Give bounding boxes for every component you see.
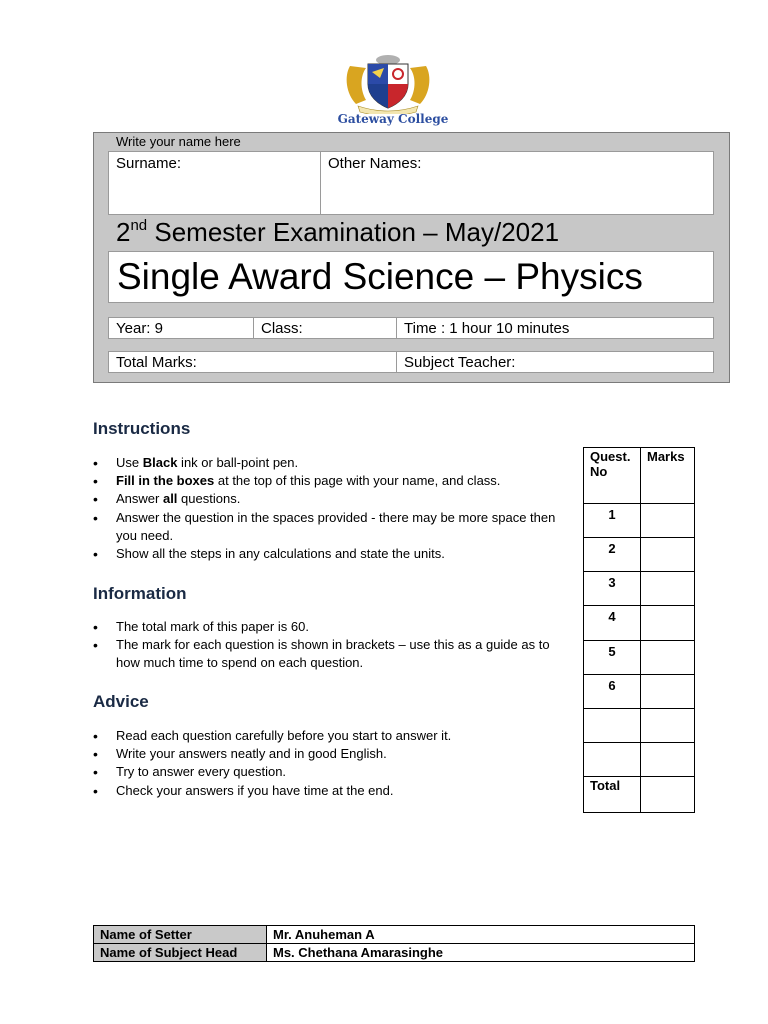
question-number	[584, 743, 641, 777]
marks-header: Marks	[641, 448, 695, 504]
instruction-item: • Show all the steps in any calculations and state the units.	[93, 545, 573, 563]
question-number: 2	[584, 538, 641, 572]
other-names-label: Other Names:	[328, 155, 422, 172]
year-field[interactable]: Year: 9	[109, 318, 254, 338]
advice-item: • Write your answers neatly and in good English.	[93, 745, 573, 763]
question-number: 1	[584, 504, 641, 538]
advice-item: • Check your answers if you have time at the end.	[93, 782, 573, 800]
write-name-label: Write your name here	[116, 134, 241, 149]
advice-item: • Try to answer every question.	[93, 763, 573, 781]
marks-cell[interactable]	[641, 504, 695, 538]
total-label: Total	[584, 777, 641, 813]
class-field[interactable]: Class:	[254, 318, 397, 338]
information-item: • The mark for each question is shown in brackets – use this as a guide as to how much time to spend on each question.	[93, 636, 573, 672]
marks-cell[interactable]	[641, 641, 695, 675]
subject-title: Single Award Science – Physics	[108, 251, 714, 303]
table-row	[584, 504, 695, 538]
instruction-item: • Answer all questions.	[93, 490, 573, 508]
marks-teacher-row	[108, 351, 714, 373]
question-number: 5	[584, 641, 641, 675]
total-row	[584, 777, 695, 813]
other-names-field[interactable]	[321, 152, 428, 214]
subject-head-label: Name of Subject Head	[94, 944, 267, 962]
total-marks-field[interactable]: Total Marks:	[109, 352, 397, 372]
information-list	[93, 618, 573, 673]
instruction-item: • Fill in the boxes at the top of this page with your name, and class.	[93, 472, 573, 490]
advice-list	[93, 727, 573, 800]
marks-cell[interactable]	[641, 743, 695, 777]
question-number: 6	[584, 675, 641, 709]
advice-heading: Advice	[93, 692, 149, 711]
candidate-header-box	[93, 132, 730, 383]
setter-label: Name of Setter	[94, 926, 267, 944]
semester-ordinal: nd	[130, 217, 148, 234]
marks-cell[interactable]	[641, 572, 695, 606]
marks-cell[interactable]	[641, 675, 695, 709]
setter-name: Mr. Anuheman A	[267, 926, 695, 944]
instruction-item: • Use Black ink or ball-point pen.	[93, 454, 573, 472]
information-item: • The total mark of this paper is 60.	[93, 618, 573, 636]
surname-field[interactable]	[109, 152, 321, 214]
table-header-row	[584, 448, 695, 504]
subject-head-row	[94, 944, 695, 962]
question-number	[584, 709, 641, 743]
setter-table	[93, 925, 695, 962]
college-name: Gateway College	[337, 112, 449, 126]
instruction-item: • Answer the question in the spaces provided - there may be more space then you need.	[93, 509, 573, 545]
surname-label: Surname:	[116, 155, 182, 172]
question-number: 3	[584, 572, 641, 606]
marks-cell[interactable]	[641, 709, 695, 743]
information-heading: Information	[93, 584, 187, 603]
marks-table	[583, 447, 695, 813]
subject-teacher-field[interactable]: Subject Teacher:	[404, 354, 516, 371]
table-row	[584, 572, 695, 606]
total-marks-cell[interactable]	[641, 777, 695, 813]
marks-cell[interactable]	[641, 606, 695, 641]
table-row	[584, 675, 695, 709]
table-row	[584, 641, 695, 675]
time-field: Time : 1 hour 10 minutes	[404, 320, 570, 337]
name-fields-row	[108, 151, 714, 215]
instructions-list	[93, 454, 573, 563]
table-row	[584, 538, 695, 572]
table-row	[584, 606, 695, 641]
instructions-heading: Instructions	[93, 419, 191, 438]
setter-row	[94, 926, 695, 944]
table-row	[584, 709, 695, 743]
exam-title	[116, 217, 559, 248]
quest-no-header: Quest. No	[584, 448, 641, 504]
year-class-time-row	[108, 317, 714, 339]
semester-number: 2	[116, 217, 131, 247]
question-number: 4	[584, 606, 641, 641]
semester-text: Semester Examination – May/2021	[147, 217, 560, 247]
marks-cell[interactable]	[641, 538, 695, 572]
table-row	[584, 743, 695, 777]
advice-item: • Read each question carefully before you start to answer it.	[93, 727, 573, 745]
subject-head-name: Ms. Chethana Amarasinghe	[267, 944, 695, 962]
